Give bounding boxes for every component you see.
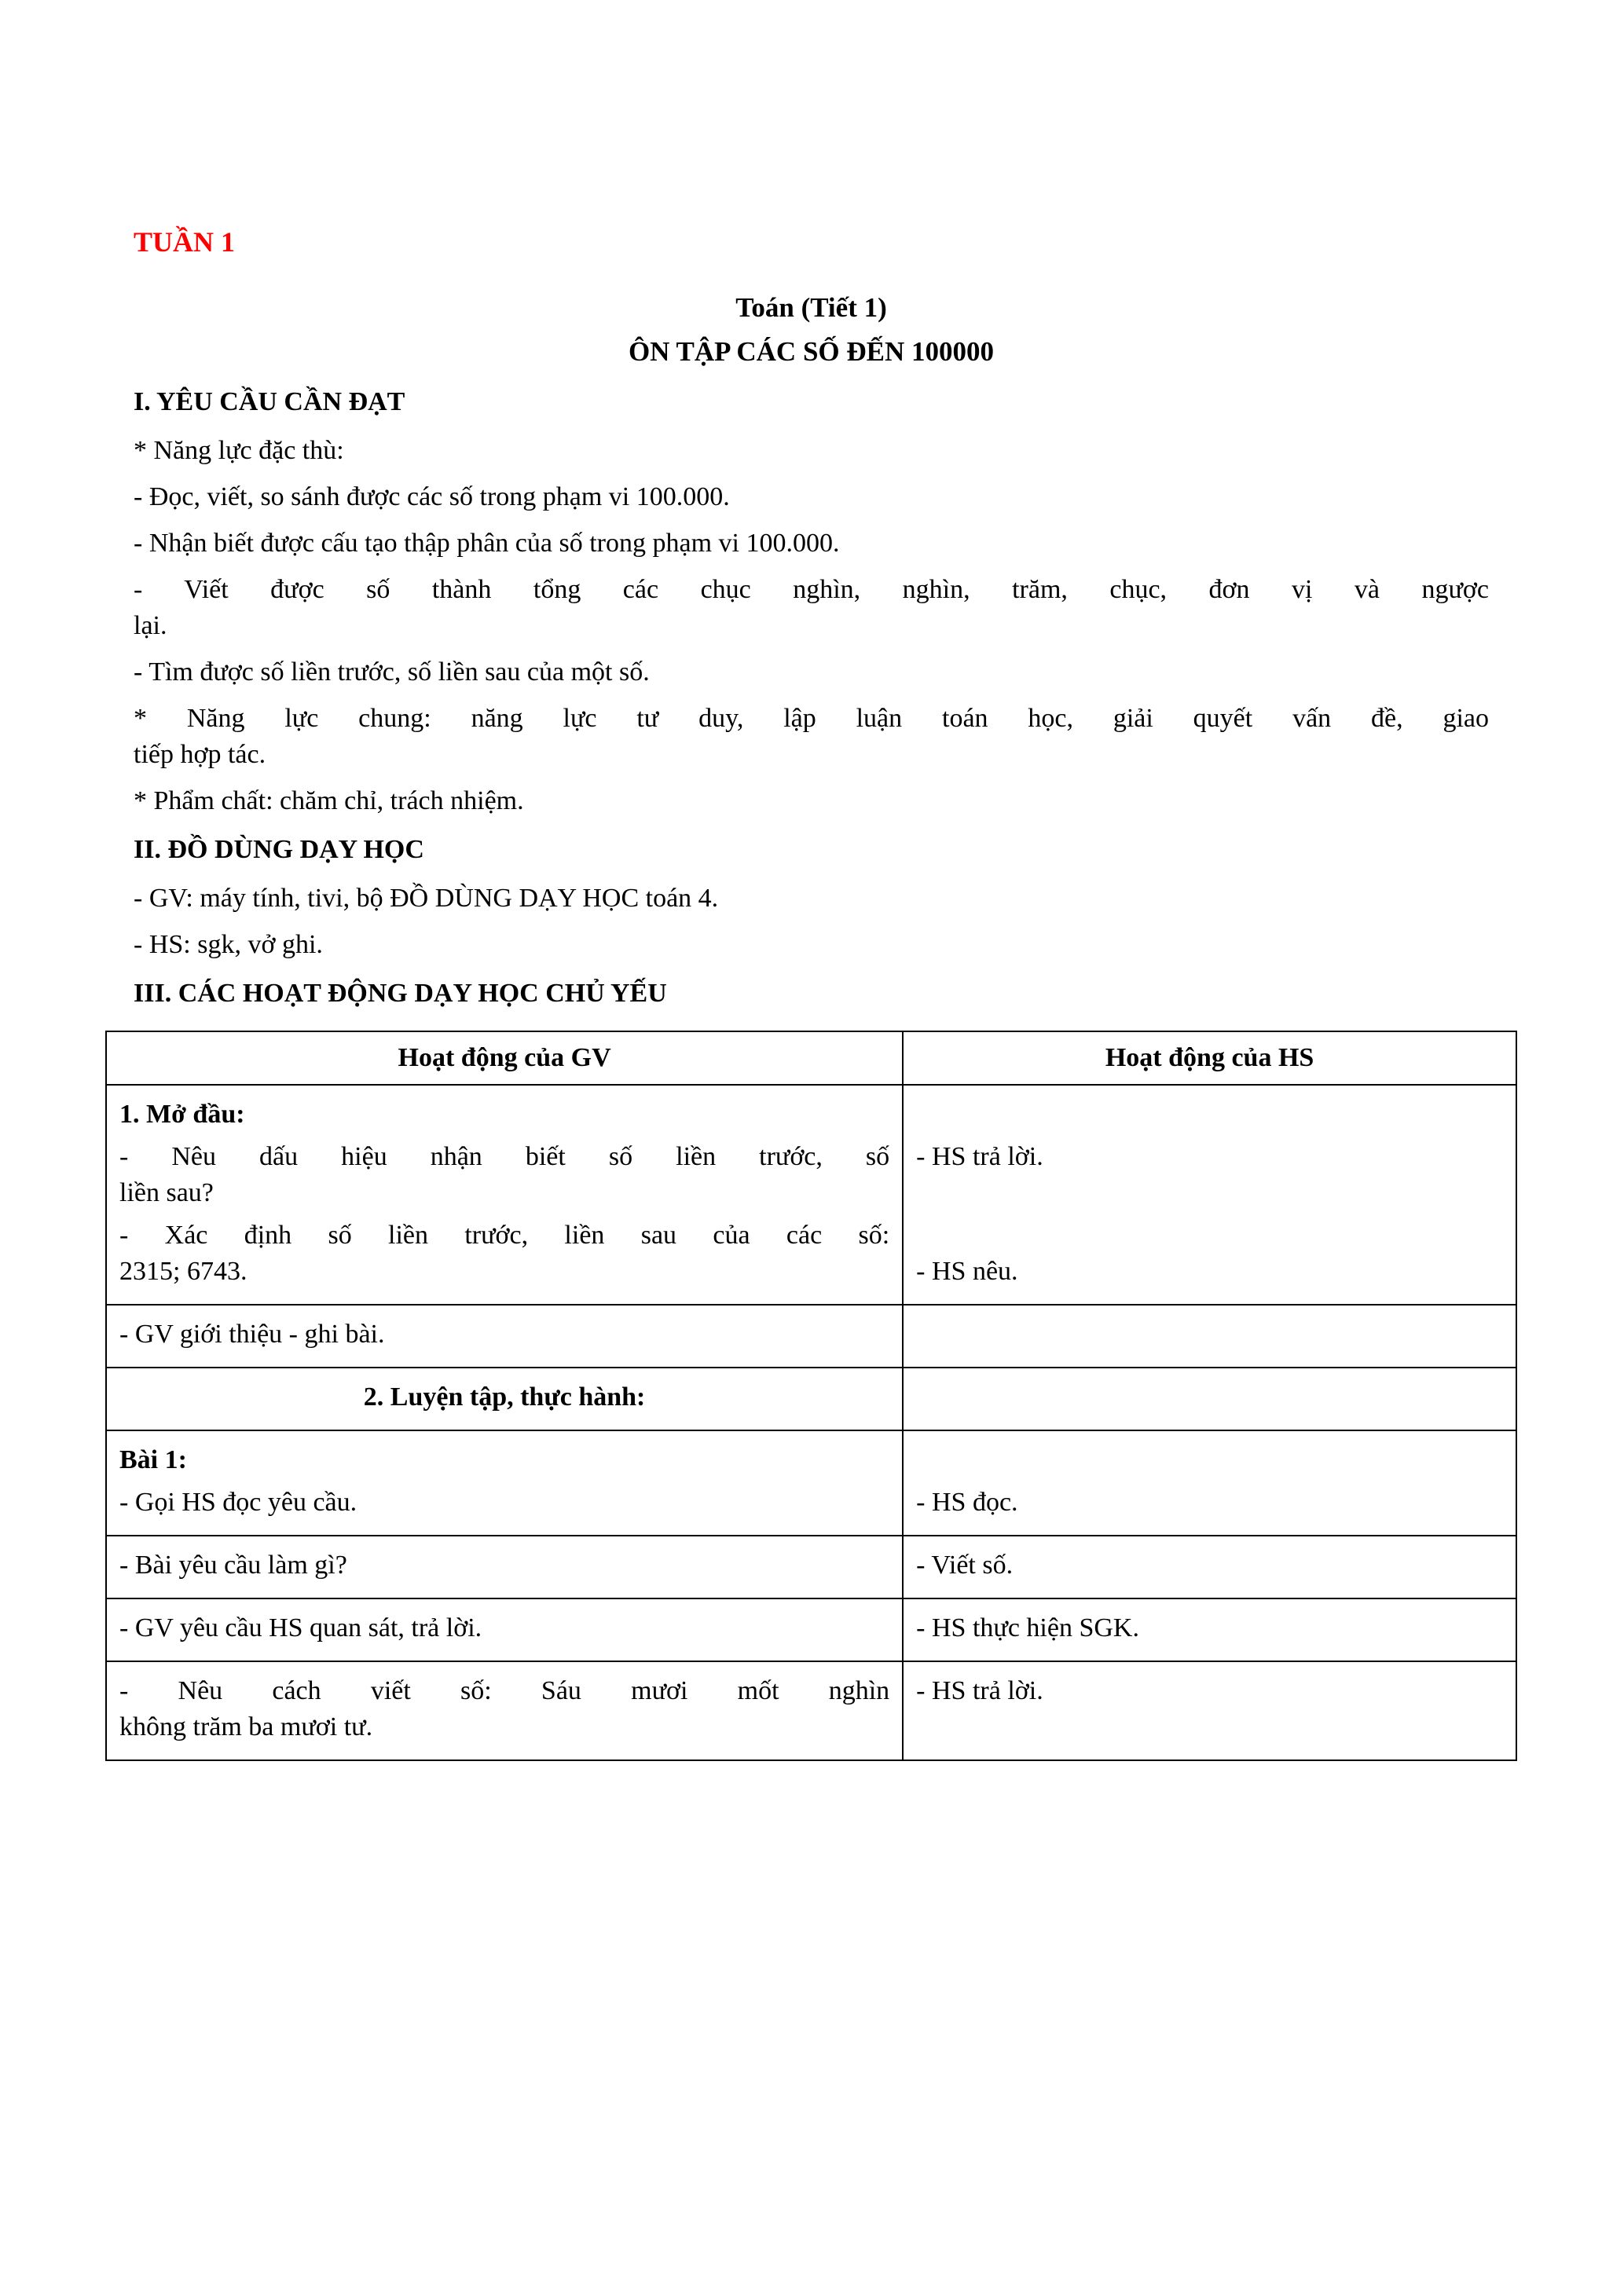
paragraph-line: tiếp hợp tác. [134, 740, 266, 769]
gv-paragraph [119, 1485, 889, 1521]
hs-paragraph [916, 1139, 1503, 1175]
paragraph-line: III. CÁC HOẠT ĐỘNG DẠY HỌC CHỦ YẾU [134, 979, 667, 1008]
table-header-row [106, 1031, 1516, 1085]
hs-paragraph [916, 1673, 1503, 1709]
gv-paragraph [119, 1673, 889, 1745]
paragraph-line: 2315; 6743. [119, 1257, 247, 1286]
gv-paragraph [119, 1547, 889, 1584]
hs-activity-cell [903, 1536, 1516, 1598]
paragraph-line: liền sau? [119, 1178, 214, 1207]
paragraph [134, 881, 1489, 917]
gv-paragraph [119, 1442, 889, 1478]
paragraph-line: - HS nêu. [916, 1257, 1018, 1286]
paragraph-line: - Gọi HS đọc yêu cầu. [119, 1488, 357, 1517]
paragraph [134, 572, 1489, 644]
subject-title: Toán (Tiết 1) [735, 292, 887, 323]
paragraph [134, 783, 1489, 819]
gv-activity-cell [106, 1368, 903, 1430]
paragraph-line: - Viết số. [916, 1551, 1014, 1580]
gv-activity-cell [106, 1085, 903, 1305]
section-heading [134, 384, 1489, 420]
hs-paragraph [916, 1547, 1503, 1584]
paragraph-line: - GV yêu cầu HS quan sát, trả lời. [119, 1613, 482, 1642]
gv-activity-cell [106, 1598, 903, 1661]
gv-activity-cell [106, 1661, 903, 1760]
gv-paragraph [119, 1097, 889, 1133]
paragraph-line: - Xác định số liền trước, liền sau của các số: [119, 1221, 890, 1250]
table-row [106, 1305, 1516, 1368]
gv-paragraph [119, 1379, 889, 1415]
paragraph [134, 701, 1489, 773]
paragraph-line: - HS thực hiện SGK. [916, 1613, 1139, 1642]
activity-table [105, 1031, 1517, 1761]
gv-activity-cell [106, 1430, 903, 1536]
paragraph-line: không trăm ba mươi tư. [119, 1712, 373, 1741]
paragraph-line: - HS: sgk, vở ghi. [134, 930, 323, 959]
section-heading [134, 832, 1489, 868]
paragraph-line: 1. Mở đầu: [119, 1100, 245, 1129]
hs-activity-cell [903, 1661, 1516, 1760]
paragraph-line: - GV: máy tính, tivi, bộ ĐỒ DÙNG DẠY HỌC toán 4. [134, 884, 719, 913]
paragraph-line: II. ĐỒ DÙNG DẠY HỌC [134, 835, 424, 864]
week-label: TUẦN 1 [134, 226, 236, 258]
hs-activity-cell [903, 1085, 1516, 1305]
paragraph-line: lại. [134, 611, 167, 640]
table-header-hs: Hoạt động của HS [903, 1031, 1516, 1085]
table-row [106, 1368, 1516, 1430]
paragraph [134, 927, 1489, 963]
document-body [134, 384, 1489, 1012]
hs-activity-cell [903, 1598, 1516, 1661]
table-row [106, 1536, 1516, 1598]
paragraph-line: - Nhận biết được cấu tạo thập phân của số trong phạm vi 100.000. [134, 529, 840, 558]
paragraph-line: - HS trả lời. [916, 1142, 1043, 1171]
gv-paragraph [119, 1610, 889, 1646]
hs-paragraph [916, 1610, 1503, 1646]
gv-paragraph [119, 1218, 889, 1290]
gv-activity-cell [106, 1536, 903, 1598]
paragraph-line: - Nêu cách viết số: Sáu mươi mốt nghìn [119, 1676, 890, 1705]
activity-table-header [106, 1031, 1516, 1085]
paragraph-line: * Năng lực chung: năng lực tư duy, lập luận toán học, giải quyết vấn đề, giao [134, 704, 1489, 733]
paragraph-line: * Năng lực đặc thù: [134, 436, 344, 465]
table-header-gv: Hoạt động của GV [106, 1031, 903, 1085]
paragraph-line: I. YÊU CẦU CẦN ĐẠT [134, 387, 405, 416]
table-row [106, 1598, 1516, 1661]
paragraph [134, 525, 1489, 562]
table-row [106, 1430, 1516, 1536]
activity-table-body [106, 1085, 1516, 1760]
paragraph [134, 433, 1489, 469]
gv-paragraph [119, 1139, 889, 1211]
paragraph-line: - GV giới thiệu - ghi bài. [119, 1320, 385, 1349]
hs-activity-cell [903, 1368, 1516, 1430]
table-row [106, 1085, 1516, 1305]
paragraph-line: - Viết được số thành tổng các chục nghìn, nghìn, trăm, chục, đơn vị và ngược [134, 575, 1489, 604]
hs-paragraph [916, 1254, 1503, 1290]
hs-paragraph [916, 1485, 1503, 1521]
paragraph-line: - Nêu dấu hiệu nhận biết số liền trước, số [119, 1142, 890, 1171]
paragraph-line: * Phẩm chất: chăm chỉ, trách nhiệm. [134, 786, 524, 815]
gv-paragraph [119, 1316, 889, 1353]
paragraph-line: - Bài yêu cầu làm gì? [119, 1551, 347, 1580]
paragraph-line: - Đọc, viết, so sánh được các số trong phạm vi 100.000. [134, 482, 730, 511]
paragraph [134, 654, 1489, 690]
paragraph-line: 2. Luyện tập, thực hành: [363, 1382, 646, 1412]
paragraph-line: - HS đọc. [916, 1488, 1018, 1517]
lesson-title: ÔN TẬP CÁC SỐ ĐẾN 100000 [628, 336, 995, 367]
hs-activity-cell [903, 1430, 1516, 1536]
section-heading [134, 976, 1489, 1012]
paragraph [134, 479, 1489, 515]
table-row [106, 1661, 1516, 1760]
paragraph-line: - Tìm được số liền trước, số liền sau của một số. [134, 657, 650, 687]
hs-activity-cell [903, 1305, 1516, 1368]
gv-activity-cell [106, 1305, 903, 1368]
paragraph-line: Bài 1: [119, 1445, 187, 1474]
paragraph-line: - HS trả lời. [916, 1676, 1043, 1705]
